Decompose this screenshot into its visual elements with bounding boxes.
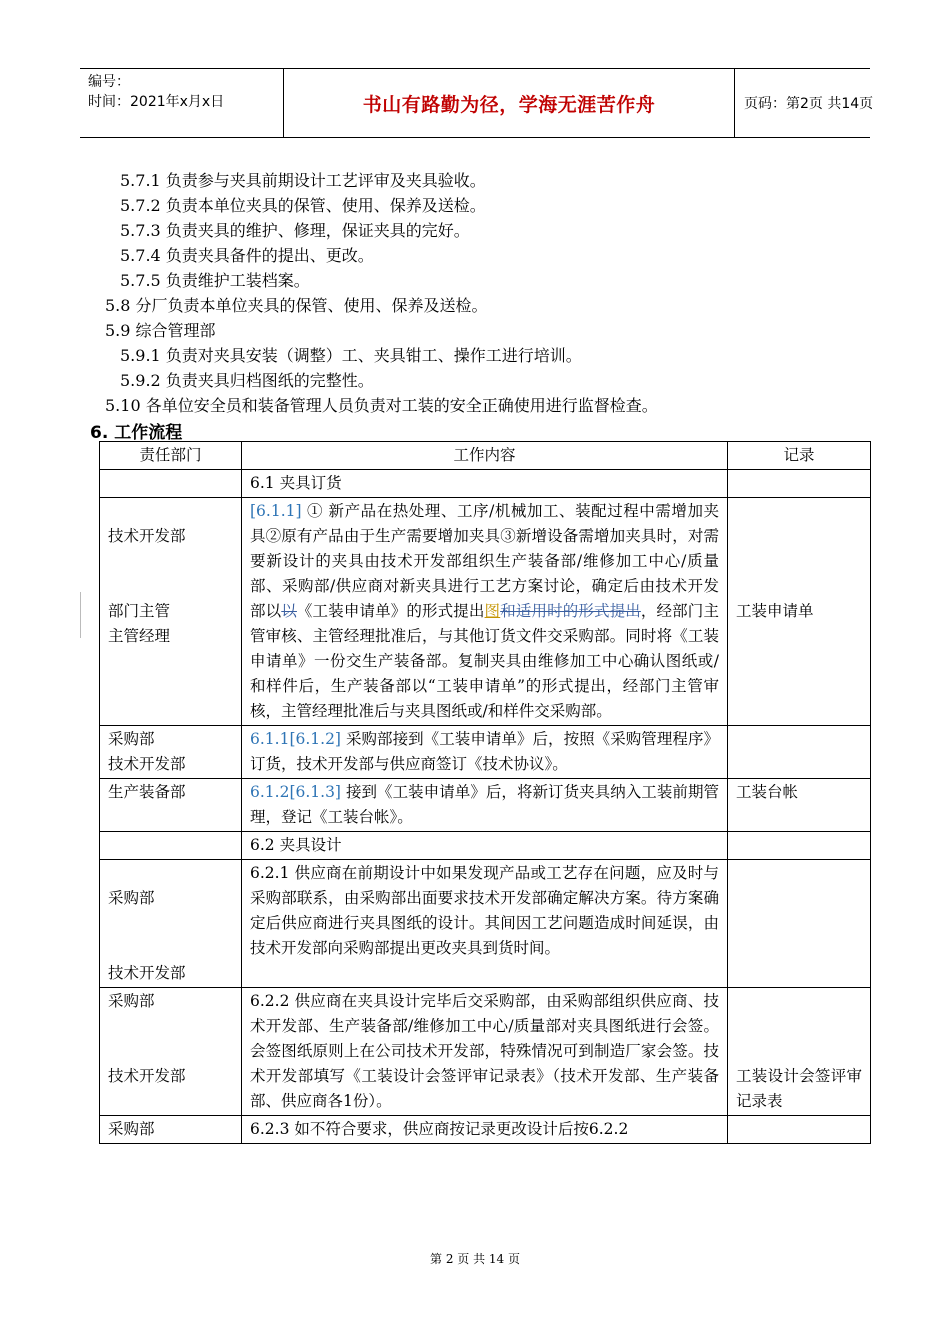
content-cell: 6.1.1[6.1.2] 采购部接到《工装申请单》后，按照《采购管理程序》订货，技术开发部与供应商签订《技术协议》。 <box>242 726 728 779</box>
clause-5-9-1: 5.9.1 负责对夹具安装（调整）工、夹具钳工、操作工进行培训。 <box>120 346 582 365</box>
table-row <box>100 726 871 779</box>
clause-5-8: 5.8 分厂负责本单位夹具的保管、使用、保养及送检。 <box>105 296 488 315</box>
dept-label: 主管经理 <box>108 627 171 645</box>
dept-cell <box>100 988 242 1116</box>
table-row <box>100 470 871 498</box>
clause-5-7-1: 5.7.1 负责参与夹具前期设计工艺评审及夹具验收。 <box>120 171 486 190</box>
dept-label: 采购部 <box>108 730 155 748</box>
ref-link[interactable]: 6.1.1[6.1.2] <box>250 730 341 748</box>
record-label: 工装设计会签评审记录表 <box>736 1067 862 1110</box>
content-cell: [6.1.1] ① 新产品在热处理、工序/机械加工、装配过程中需增加夹具②原有产品由于生产需要增加夹具③新增设备需增加夹具时，对需要新设计的夹具由技术开发部组织生产装备部/维修加工中心/质量部、采购部/供应商对新夹具进行工艺方案讨论，确定后由技术开发部以以《工装申请单》的形式提出图和适用时的形式提出，经部门主管审核、主管经理批准后，与其他订货文件交采购部。同时将《工装申请单》一份交生产装备部。复制夹具由维修加工中心确认图纸或/和样件后，生产装备部以“工装申请单”的形式提出，经部门主管审核，主管经理批准后与夹具图纸或/和样件交采购部。 <box>242 498 728 726</box>
header-page-number: 页码：第2页 共14页 <box>744 96 874 112</box>
dept-label: 采购部 <box>108 992 155 1010</box>
record-cell <box>728 498 871 726</box>
clause-5-7-4: 5.7.4 负责夹具备件的提出、更改。 <box>120 246 374 265</box>
section-6-heading: 6. 工作流程 <box>90 423 183 443</box>
dept-label: 技术开发部 <box>108 1067 186 1085</box>
dept-cell <box>100 860 242 988</box>
clause-5-9-2: 5.9.2 负责夹具归档图纸的完整性。 <box>120 371 374 390</box>
content-cell: 6.2.1 供应商在前期设计中如果发现产品或工艺存在问题，应及时与采购部联系，由采购部出面要求技术开发部确定解决方案。待方案确定后供应商进行夹具图纸的设计。其间因工艺问题造成时间延误，由技术开发部向采购部提出更改夹具到货时间。 <box>242 860 728 988</box>
clause-5-9: 5.9 综合管理部 <box>105 321 216 340</box>
dept-label: 生产装备部 <box>108 783 186 801</box>
header-dept: 责任部门 <box>100 442 242 470</box>
header-meta <box>80 69 280 137</box>
dept-label: 采购部 <box>108 889 155 907</box>
header-motto: 书山有路勤为径，学海无涯苦作舟 <box>283 69 735 137</box>
dept-cell <box>100 779 242 832</box>
dept-cell <box>100 726 242 779</box>
clause-5-7-2: 5.7.2 负责本单位夹具的保管、使用、保养及送检。 <box>120 196 486 215</box>
workflow-table <box>99 441 871 1144</box>
subsection-6-2: 6.2 夹具设计 <box>242 832 728 860</box>
content-cell: 6.2.2 供应商在夹具设计完毕后交采购部，由采购部组织供应商、技术开发部、生产装备部/维修加工中心/质量部对夹具图纸进行会签。会签图纸原则上在公司技术开发部，特殊情况可到制造厂家会签。技术开发部填写《工装设计会签评审记录表》（技术开发部、生产装备部、供应商各1份）。 <box>242 988 728 1116</box>
page-header <box>80 68 874 138</box>
dept-label: 采购部 <box>108 1120 155 1138</box>
table-row <box>100 779 871 832</box>
dept-label: 部门主管 <box>108 602 171 620</box>
record-cell <box>728 988 871 1116</box>
ref-link[interactable]: [6.1.1] <box>250 502 302 520</box>
content-cell: 6.2.3 如不符合要求，供应商按记录更改设计后按6.2.2 <box>242 1116 728 1144</box>
subsection-6-1: 6.1 夹具订货 <box>242 470 728 498</box>
clause-5-7-3: 5.7.3 负责夹具的维护、修理，保证夹具的完好。 <box>120 221 470 240</box>
clause-5-7-5: 5.7.5 负责维护工装档案。 <box>120 271 310 290</box>
dept-label: 技术开发部 <box>108 755 186 773</box>
table-row <box>100 498 871 726</box>
dept-label: 技术开发部 <box>108 964 186 982</box>
clause-5-10: 5.10 各单位安全员和装备管理人员负责对工装的安全正确使用进行监督检查。 <box>105 396 658 415</box>
inserted-text: 图 <box>484 602 501 620</box>
deleted-text: 以 <box>281 602 297 620</box>
deleted-text: 和适用时的形式提出 <box>500 602 641 620</box>
page-footer: 第 2 页 共 14 页 <box>430 1252 520 1266</box>
header-content: 工作内容 <box>242 442 728 470</box>
dept-label: 技术开发部 <box>108 527 186 545</box>
header-record: 记录 <box>728 442 871 470</box>
table-header-row <box>100 442 871 470</box>
table-row <box>100 988 871 1116</box>
table-row <box>100 860 871 988</box>
ref-link[interactable]: 6.1.2[6.1.3] <box>250 783 341 801</box>
dept-cell <box>100 498 242 726</box>
document-date: 时间：2021年x月x日 <box>88 94 225 110</box>
content-cell: 6.1.2[6.1.3] 接到《工装申请单》后，将新订货夹具纳入工装前期管理，登记《工装台帐》。 <box>242 779 728 832</box>
record-label: 工装申请单 <box>736 602 814 620</box>
document-number: 编号： <box>88 74 130 90</box>
record-cell: 工装台帐 <box>728 779 871 832</box>
table-row <box>100 1116 871 1144</box>
table-row <box>100 832 871 860</box>
dept-cell <box>100 1116 242 1144</box>
margin-change-bar <box>80 592 81 638</box>
